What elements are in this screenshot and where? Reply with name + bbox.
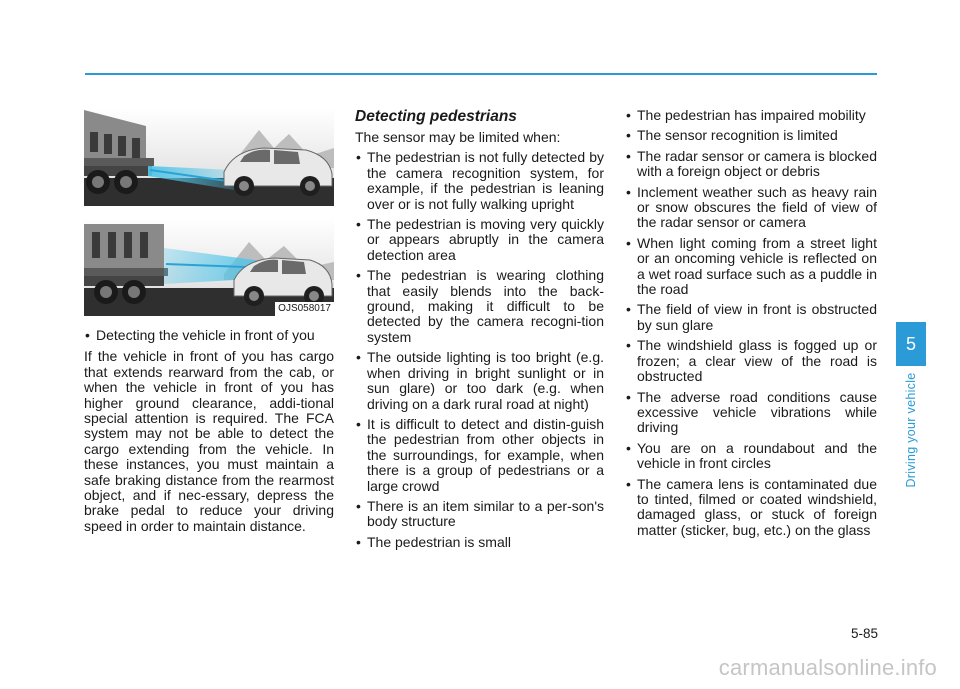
- list-item: • The pedestrian is not fully detected by the camera recognition system, for example, if the pedestrian is leaning over or is not fully walking upright: [355, 150, 604, 212]
- list-item: • The outside lighting is too bright (e.g. when driving in bright sunlight or in sun glare) or too dark (e.g. when driving on a dark rural road at night): [355, 350, 604, 412]
- section-heading: Detecting pedestrians: [355, 108, 517, 125]
- list-item: • You are on a roundabout and the vehicle in front circles: [625, 441, 877, 472]
- middle-column: [355, 108, 604, 555]
- list-item: • The pedestrian is wearing clothing that easily blends into the back-ground, making it difficult to be detected by the camera recogni-tion system: [355, 268, 604, 345]
- header-rule: [85, 73, 877, 75]
- list-item: • The pedestrian has impaired mobility: [625, 108, 877, 123]
- figure-truck-cargo-camera: [84, 218, 334, 316]
- left-column: [84, 108, 334, 534]
- chapter-tab: 5: [896, 322, 926, 366]
- middle-bullet-list: [355, 150, 604, 550]
- list-item: • It is difficult to detect and distin-guish the pedestrian from other objects in the surroundings, for example, when there is a group of pedestrians or a large crowd: [355, 417, 604, 494]
- left-bullet-list: [84, 328, 334, 343]
- list-item: • The radar sensor or camera is blocked with a foreign object or debris: [625, 149, 877, 180]
- figure-code: OJS058017: [275, 302, 334, 316]
- list-item: • Detecting the vehicle in front of you: [84, 328, 334, 343]
- list-item: • The pedestrian is small: [355, 535, 604, 550]
- chapter-title: Driving your vehicle: [904, 372, 918, 488]
- list-item: • The adverse road conditions cause excessive vehicle vibrations while driving: [625, 390, 877, 436]
- truck-car-radar-illustration: [84, 108, 334, 206]
- right-column: [625, 108, 877, 543]
- list-item: • The sensor recognition is limited: [625, 128, 877, 143]
- cargo-paragraph: If the vehicle in front of you has cargo that extends rearward from the cab, or when the vehicle in front of you has higher ground clearance, addi-tional special attention is required. The FCA system may not be able to detect the cargo extending from the vehicle. In these instances, you must maintain a safe braking distance from the rearmost object, and if nec-essary, depress the brake pedal to reduce your driving speed in order to maintain distance.: [84, 348, 334, 534]
- list-item: • The windshield glass is fogged up or frozen; a clear view of the road is obstructed: [625, 338, 877, 384]
- list-item: • The pedestrian is moving very quickly or appears abruptly in the camera detection area: [355, 217, 604, 263]
- page-number: 5-85: [850, 626, 878, 641]
- watermark: carmanualsonline.info: [718, 655, 937, 680]
- section-intro: The sensor may be limited when:: [355, 129, 561, 145]
- list-item: • The field of view in front is obstructed by sun glare: [625, 302, 877, 333]
- list-item: • The camera lens is contaminated due to tinted, filmed or coated windshield, damaged glass, or stuck of foreign matter (sticker, bug, etc.) on the glass: [625, 477, 877, 539]
- list-item: • When light coming from a street light or an oncoming vehicle is reflected on a wet road surface such as a puddle in the road: [625, 236, 877, 298]
- list-item: • There is an item similar to a per-son's body structure: [355, 499, 604, 530]
- list-item: • Inclement weather such as heavy rain or snow obscures the field of view of the radar sensor or camera: [625, 185, 877, 231]
- right-bullet-list: [625, 108, 877, 538]
- figure-truck-cargo-radar: [84, 108, 334, 206]
